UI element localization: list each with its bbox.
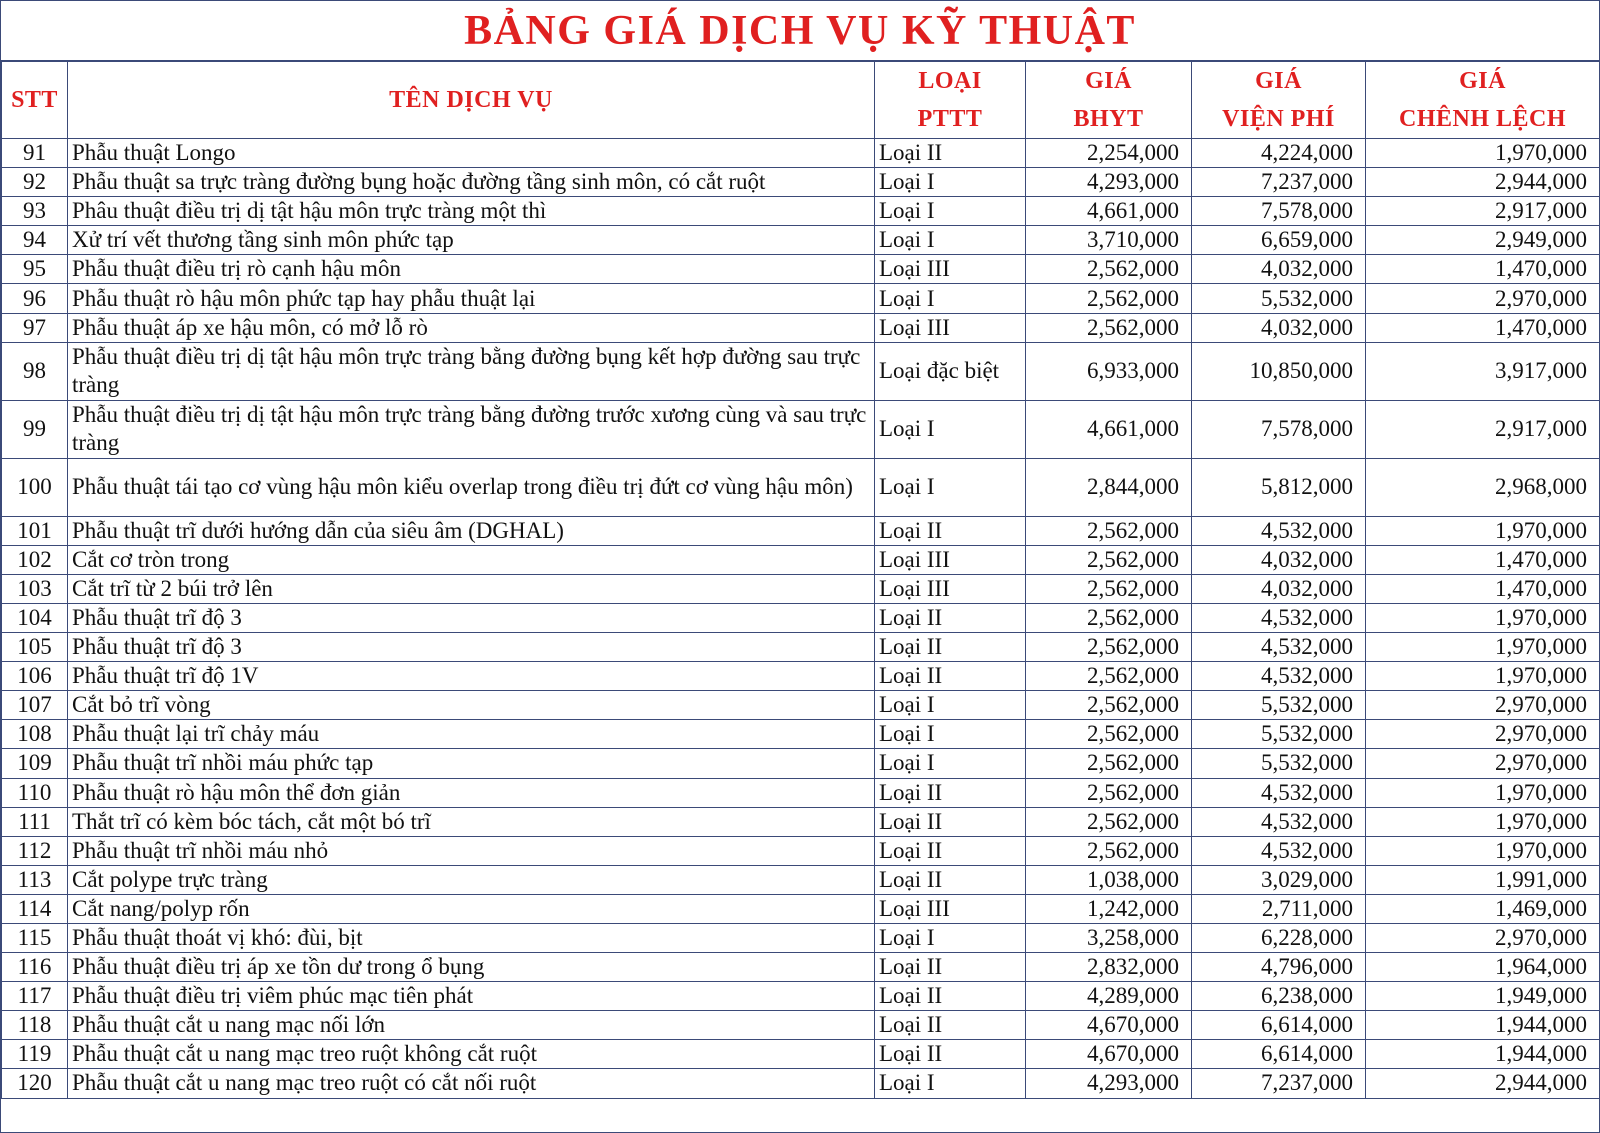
price-bhyt-cell: 4,661,000 — [1026, 197, 1192, 226]
service-type-cell: Loại II — [875, 662, 1026, 691]
price-vien-phi-cell: 4,532,000 — [1192, 633, 1366, 662]
table-row — [2, 633, 1600, 662]
price-vien-phi-cell: 4,032,000 — [1192, 574, 1366, 603]
price-bhyt-cell: 2,562,000 — [1026, 255, 1192, 284]
price-chenh-lech-cell: 1,470,000 — [1366, 313, 1600, 342]
service-name-cell: Phẫu thuật điều trị dị tật hậu môn trực tràng bằng đường bụng kết hợp đường sau trực tràng — [68, 342, 875, 400]
price-bhyt-cell: 2,562,000 — [1026, 574, 1192, 603]
price-vien-phi-cell: 2,711,000 — [1192, 894, 1366, 923]
price-bhyt-cell: 1,038,000 — [1026, 865, 1192, 894]
header-vien-line2: VIỆN PHÍ — [1222, 106, 1335, 132]
price-chenh-lech-cell: 2,970,000 — [1366, 749, 1600, 778]
service-name-cell: Phẫu thuật cắt u nang mạc treo ruột không cắt ruột — [68, 1040, 875, 1069]
price-bhyt-cell: 4,293,000 — [1026, 168, 1192, 197]
service-name-cell: Phẫu thuật trĩ dưới hướng dẫn của siêu âm (DGHAL) — [68, 516, 875, 545]
header-stt — [2, 62, 68, 139]
service-type-cell: Loại I — [875, 284, 1026, 313]
service-name-cell: Phẫu thuật Longo — [68, 139, 875, 168]
price-vien-phi-cell: 4,796,000 — [1192, 953, 1366, 982]
header-name-label: TÊN DỊCH VỤ — [389, 87, 553, 113]
price-chenh-lech-cell: 1,970,000 — [1366, 807, 1600, 836]
table-row — [2, 313, 1600, 342]
price-chenh-lech-cell: 1,970,000 — [1366, 836, 1600, 865]
service-type-cell: Loại II — [875, 953, 1026, 982]
price-vien-phi-cell: 4,532,000 — [1192, 662, 1366, 691]
price-chenh-lech-cell: 2,917,000 — [1366, 197, 1600, 226]
price-chenh-lech-cell: 2,970,000 — [1366, 691, 1600, 720]
table-row — [2, 894, 1600, 923]
price-chenh-lech-cell: 2,944,000 — [1366, 1069, 1600, 1098]
price-vien-phi-cell: 7,578,000 — [1192, 197, 1366, 226]
stt-cell: 120 — [2, 1069, 68, 1098]
service-name-cell: Phẫu thuật trĩ độ 3 — [68, 603, 875, 632]
service-type-cell: Loại I — [875, 749, 1026, 778]
service-name-cell: Phẫu thuật áp xe hậu môn, có mở lỗ rò — [68, 313, 875, 342]
service-type-cell: Loại II — [875, 836, 1026, 865]
stt-cell: 91 — [2, 139, 68, 168]
table-row — [2, 1069, 1600, 1098]
service-type-cell: Loại II — [875, 1011, 1026, 1040]
price-bhyt-cell: 2,562,000 — [1026, 603, 1192, 632]
service-type-cell: Loại I — [875, 720, 1026, 749]
price-bhyt-cell: 2,562,000 — [1026, 662, 1192, 691]
service-name-cell: Phẫu thuật rò hậu môn thể đơn giản — [68, 778, 875, 807]
price-chenh-lech-cell: 2,917,000 — [1366, 400, 1600, 458]
price-vien-phi-cell: 6,659,000 — [1192, 226, 1366, 255]
price-vien-phi-cell: 6,228,000 — [1192, 923, 1366, 952]
price-chenh-lech-cell: 1,991,000 — [1366, 865, 1600, 894]
price-chenh-lech-cell: 3,917,000 — [1366, 342, 1600, 400]
table-row — [2, 545, 1600, 574]
header-loai-line1: LOẠI — [918, 68, 982, 94]
table-row — [2, 720, 1600, 749]
stt-cell: 93 — [2, 197, 68, 226]
price-bhyt-cell: 4,289,000 — [1026, 982, 1192, 1011]
price-vien-phi-cell: 4,532,000 — [1192, 516, 1366, 545]
price-bhyt-cell: 2,562,000 — [1026, 284, 1192, 313]
price-chenh-lech-cell: 1,469,000 — [1366, 894, 1600, 923]
price-vien-phi-cell: 4,032,000 — [1192, 545, 1366, 574]
header-chen — [1366, 62, 1600, 139]
table-row — [2, 836, 1600, 865]
price-bhyt-cell: 2,254,000 — [1026, 139, 1192, 168]
stt-cell: 98 — [2, 342, 68, 400]
table-row — [2, 284, 1600, 313]
price-bhyt-cell: 2,832,000 — [1026, 953, 1192, 982]
header-bhyt-line2: BHYT — [1073, 106, 1144, 132]
price-vien-phi-cell: 7,578,000 — [1192, 400, 1366, 458]
stt-cell: 113 — [2, 865, 68, 894]
header-chen-line1: GIÁ — [1459, 68, 1506, 94]
service-name-cell: Phẫu thuật lại trĩ chảy máu — [68, 720, 875, 749]
service-name-cell: Phẫu thuật điều trị rò cạnh hậu môn — [68, 255, 875, 284]
price-bhyt-cell: 2,562,000 — [1026, 836, 1192, 865]
service-type-cell: Loại I — [875, 1069, 1026, 1098]
service-type-cell: Loại II — [875, 516, 1026, 545]
price-bhyt-cell: 2,562,000 — [1026, 313, 1192, 342]
price-vien-phi-cell: 4,532,000 — [1192, 778, 1366, 807]
price-vien-phi-cell: 4,032,000 — [1192, 255, 1366, 284]
price-vien-phi-cell: 5,532,000 — [1192, 284, 1366, 313]
price-chenh-lech-cell: 2,968,000 — [1366, 458, 1600, 516]
table-row — [2, 691, 1600, 720]
service-type-cell: Loại II — [875, 633, 1026, 662]
price-bhyt-cell: 2,562,000 — [1026, 545, 1192, 574]
price-chenh-lech-cell: 2,949,000 — [1366, 226, 1600, 255]
price-vien-phi-cell: 5,532,000 — [1192, 691, 1366, 720]
header-loai — [875, 62, 1026, 139]
price-chenh-lech-cell: 2,970,000 — [1366, 284, 1600, 313]
stt-cell: 100 — [2, 458, 68, 516]
price-vien-phi-cell: 4,532,000 — [1192, 807, 1366, 836]
stt-cell: 105 — [2, 633, 68, 662]
stt-cell: 102 — [2, 545, 68, 574]
price-chenh-lech-cell: 1,970,000 — [1366, 633, 1600, 662]
price-chenh-lech-cell: 2,970,000 — [1366, 923, 1600, 952]
stt-cell: 96 — [2, 284, 68, 313]
price-vien-phi-cell: 4,532,000 — [1192, 836, 1366, 865]
price-chenh-lech-cell: 1,949,000 — [1366, 982, 1600, 1011]
price-bhyt-cell: 3,258,000 — [1026, 923, 1192, 952]
service-type-cell: Loại III — [875, 313, 1026, 342]
header-chen-line2: CHÊNH LỆCH — [1398, 106, 1567, 132]
price-chenh-lech-cell: 1,970,000 — [1366, 662, 1600, 691]
service-name-cell: Phẫu thuật trĩ độ 1V — [68, 662, 875, 691]
stt-cell: 97 — [2, 313, 68, 342]
price-vien-phi-cell: 4,532,000 — [1192, 603, 1366, 632]
price-chenh-lech-cell: 1,470,000 — [1366, 255, 1600, 284]
stt-cell: 116 — [2, 953, 68, 982]
header-name — [68, 62, 875, 139]
table-row — [2, 400, 1600, 458]
price-vien-phi-cell: 6,614,000 — [1192, 1040, 1366, 1069]
service-name-cell: Phẫu thuật trĩ nhồi máu phức tạp — [68, 749, 875, 778]
stt-cell: 92 — [2, 168, 68, 197]
table-row — [2, 139, 1600, 168]
table-row — [2, 342, 1600, 400]
table-row — [2, 1011, 1600, 1040]
price-chenh-lech-cell: 1,944,000 — [1366, 1040, 1600, 1069]
table-row — [2, 603, 1600, 632]
service-name-cell: Cắt polype trực tràng — [68, 865, 875, 894]
price-bhyt-cell: 3,710,000 — [1026, 226, 1192, 255]
service-type-cell: Loại I — [875, 168, 1026, 197]
service-name-cell: Cắt bỏ trĩ vòng — [68, 691, 875, 720]
price-chenh-lech-cell: 1,970,000 — [1366, 516, 1600, 545]
price-vien-phi-cell: 5,532,000 — [1192, 720, 1366, 749]
price-chenh-lech-cell: 1,470,000 — [1366, 574, 1600, 603]
stt-cell: 110 — [2, 778, 68, 807]
service-name-cell: Phẫu thuật sa trực tràng đường bụng hoặc đường tầng sinh môn, có cắt ruột — [68, 168, 875, 197]
header-vien — [1192, 62, 1366, 139]
price-vien-phi-cell: 6,238,000 — [1192, 982, 1366, 1011]
price-chenh-lech-cell: 1,970,000 — [1366, 778, 1600, 807]
price-chenh-lech-cell: 1,970,000 — [1366, 603, 1600, 632]
price-vien-phi-cell: 10,850,000 — [1192, 342, 1366, 400]
table-row — [2, 255, 1600, 284]
price-vien-phi-cell: 7,237,000 — [1192, 168, 1366, 197]
price-bhyt-cell: 4,661,000 — [1026, 400, 1192, 458]
stt-cell: 95 — [2, 255, 68, 284]
price-chenh-lech-cell: 1,970,000 — [1366, 139, 1600, 168]
service-type-cell: Loại I — [875, 923, 1026, 952]
service-name-cell: Phẫu thuật điều trị dị tật hậu môn trực tràng bằng đường trước xương cùng và sau trực tràng — [68, 400, 875, 458]
price-bhyt-cell: 6,933,000 — [1026, 342, 1192, 400]
price-table — [1, 61, 1600, 1099]
stt-cell: 119 — [2, 1040, 68, 1069]
table-row — [2, 1040, 1600, 1069]
table-row — [2, 749, 1600, 778]
service-name-cell: Cắt cơ tròn trong — [68, 545, 875, 574]
service-type-cell: Loại II — [875, 603, 1026, 632]
service-name-cell: Phẫu thuật điều trị viêm phúc mạc tiên phát — [68, 982, 875, 1011]
table-row — [2, 953, 1600, 982]
table-row — [2, 168, 1600, 197]
table-row — [2, 458, 1600, 516]
table-row — [2, 197, 1600, 226]
service-name-cell: Phẫu thuật trĩ độ 3 — [68, 633, 875, 662]
service-name-cell: Cắt nang/polyp rốn — [68, 894, 875, 923]
price-bhyt-cell: 2,562,000 — [1026, 720, 1192, 749]
service-type-cell: Loại II — [875, 778, 1026, 807]
service-type-cell: Loại I — [875, 458, 1026, 516]
price-bhyt-cell: 2,844,000 — [1026, 458, 1192, 516]
table-row — [2, 574, 1600, 603]
price-vien-phi-cell: 7,237,000 — [1192, 1069, 1366, 1098]
service-type-cell: Loại II — [875, 807, 1026, 836]
service-name-cell: Phẫu thuật rò hậu môn phức tạp hay phẫu thuật lại — [68, 284, 875, 313]
header-row — [2, 62, 1600, 139]
table-row — [2, 982, 1600, 1011]
service-type-cell: Loại I — [875, 400, 1026, 458]
price-chenh-lech-cell: 1,944,000 — [1366, 1011, 1600, 1040]
price-vien-phi-cell: 4,032,000 — [1192, 313, 1366, 342]
price-bhyt-cell: 2,562,000 — [1026, 749, 1192, 778]
stt-cell: 99 — [2, 400, 68, 458]
service-type-cell: Loại III — [875, 894, 1026, 923]
stt-cell: 106 — [2, 662, 68, 691]
price-bhyt-cell: 2,562,000 — [1026, 778, 1192, 807]
service-name-cell: Phẫu thuật điều trị áp xe tồn dư trong ổ bụng — [68, 953, 875, 982]
price-bhyt-cell: 2,562,000 — [1026, 807, 1192, 836]
stt-cell: 114 — [2, 894, 68, 923]
service-type-cell: Loại III — [875, 574, 1026, 603]
header-loai-line2: PTTT — [917, 106, 983, 132]
table-body — [2, 139, 1600, 1099]
service-name-cell: Thắt trĩ có kèm bóc tách, cắt một bó trĩ — [68, 807, 875, 836]
price-vien-phi-cell: 4,224,000 — [1192, 139, 1366, 168]
stt-cell: 111 — [2, 807, 68, 836]
stt-cell: 112 — [2, 836, 68, 865]
price-vien-phi-cell: 5,812,000 — [1192, 458, 1366, 516]
price-vien-phi-cell: 3,029,000 — [1192, 865, 1366, 894]
price-bhyt-cell: 1,242,000 — [1026, 894, 1192, 923]
service-type-cell: Loại I — [875, 226, 1026, 255]
service-name-cell: Phẫu thuật tái tạo cơ vùng hậu môn kiểu overlap trong điều trị đứt cơ vùng hậu môn) — [68, 458, 875, 516]
stt-cell: 94 — [2, 226, 68, 255]
price-bhyt-cell: 2,562,000 — [1026, 633, 1192, 662]
stt-cell: 107 — [2, 691, 68, 720]
table-row — [2, 516, 1600, 545]
price-vien-phi-cell: 5,532,000 — [1192, 749, 1366, 778]
stt-cell: 117 — [2, 982, 68, 1011]
service-name-cell: Xử trí vết thương tầng sinh môn phức tạp — [68, 226, 875, 255]
price-vien-phi-cell: 6,614,000 — [1192, 1011, 1366, 1040]
table-row — [2, 778, 1600, 807]
page-title: BẢNG GIÁ DỊCH VỤ KỸ THUẬT — [1, 1, 1599, 61]
service-type-cell: Loại III — [875, 545, 1026, 574]
stt-cell: 118 — [2, 1011, 68, 1040]
stt-cell: 103 — [2, 574, 68, 603]
price-bhyt-cell: 2,562,000 — [1026, 691, 1192, 720]
price-chenh-lech-cell: 2,970,000 — [1366, 720, 1600, 749]
table-row — [2, 662, 1600, 691]
service-name-cell: Phẫu thuật cắt u nang mạc nối lớn — [68, 1011, 875, 1040]
stt-cell: 109 — [2, 749, 68, 778]
service-type-cell: Loại II — [875, 982, 1026, 1011]
service-name-cell: Phẫu thuật cắt u nang mạc treo ruột có cắt nối ruột — [68, 1069, 875, 1098]
price-bhyt-cell: 4,670,000 — [1026, 1011, 1192, 1040]
stt-cell: 115 — [2, 923, 68, 952]
price-chenh-lech-cell: 1,964,000 — [1366, 953, 1600, 982]
header-stt-label: STT — [11, 87, 58, 113]
service-type-cell: Loại đặc biệt — [875, 342, 1026, 400]
service-name-cell: Cắt trĩ từ 2 búi trở lên — [68, 574, 875, 603]
service-name-cell: Phâu thuật điều trị dị tật hậu môn trực tràng một thì — [68, 197, 875, 226]
service-name-cell: Phẫu thuật trĩ nhồi máu nhỏ — [68, 836, 875, 865]
price-chenh-lech-cell: 2,944,000 — [1366, 168, 1600, 197]
stt-cell: 104 — [2, 603, 68, 632]
service-type-cell: Loại I — [875, 197, 1026, 226]
table-row — [2, 807, 1600, 836]
header-bhyt — [1026, 62, 1192, 139]
service-type-cell: Loại II — [875, 865, 1026, 894]
price-chenh-lech-cell: 1,470,000 — [1366, 545, 1600, 574]
header-vien-line1: GIÁ — [1255, 68, 1302, 94]
service-type-cell: Loại III — [875, 255, 1026, 284]
stt-cell: 108 — [2, 720, 68, 749]
service-type-cell: Loại I — [875, 691, 1026, 720]
price-bhyt-cell: 2,562,000 — [1026, 516, 1192, 545]
service-type-cell: Loại II — [875, 139, 1026, 168]
service-name-cell: Phẫu thuật thoát vị khó: đùi, bịt — [68, 923, 875, 952]
service-type-cell: Loại II — [875, 1040, 1026, 1069]
table-row — [2, 923, 1600, 952]
header-bhyt-line1: GIÁ — [1085, 68, 1132, 94]
price-bhyt-cell: 4,670,000 — [1026, 1040, 1192, 1069]
table-row — [2, 226, 1600, 255]
table-row — [2, 865, 1600, 894]
price-bhyt-cell: 4,293,000 — [1026, 1069, 1192, 1098]
stt-cell: 101 — [2, 516, 68, 545]
